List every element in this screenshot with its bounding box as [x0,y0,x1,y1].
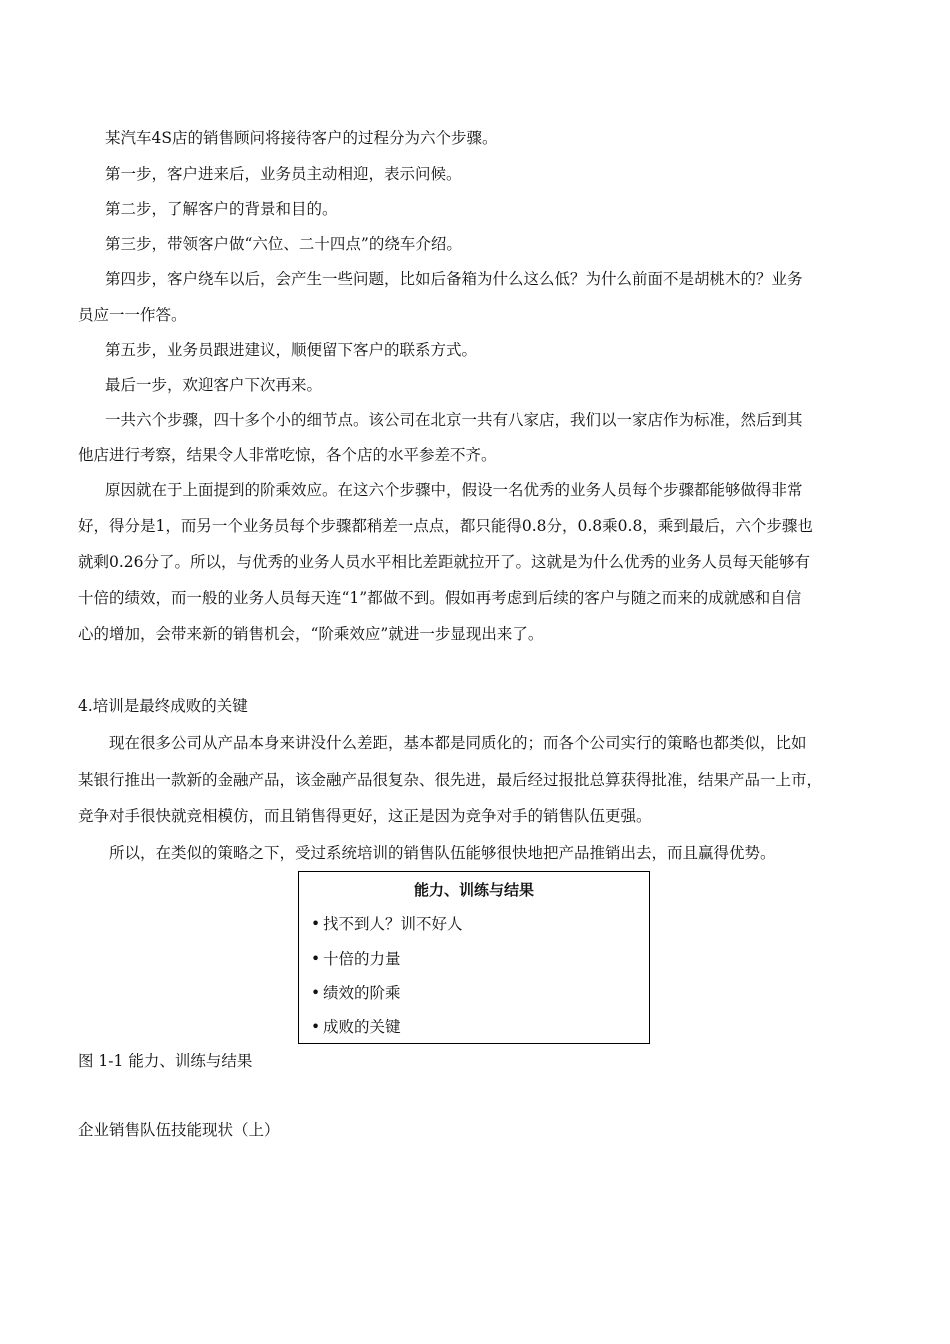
paragraph-step-5: 第五步，业务员跟进建议，顺便留下客户的联系方式。 [105,341,478,359]
paragraph-training-line-3: 竞争对手很快就竞相模仿，而且销售得更好，这正是因为竞争对手的销售队伍更强。 [78,807,652,825]
bullet-icon: • [311,950,321,968]
section-heading: 4.培训是最终成败的关键 [78,697,248,715]
paragraph-factorial-line-1: 原因就在于上面提到的阶乘效应。在这六个步骤中，假设一名优秀的业务人员每个步骤都能够做得非常 [105,481,803,499]
paragraph-factorial-line-5: 心的增加，会带来新的销售机会，“阶乘效应”就进一步显现出来了。 [78,625,544,643]
paragraph-intro: 某汽车4S店的销售顾问将接待客户的过程分为六个步骤。 [105,129,498,147]
next-section-title: 企业销售队伍技能现状（上） [78,1121,280,1139]
figure-list-item: • 绩效的阶乘 [311,984,401,1002]
figure-box [298,871,650,1044]
bullet-icon: • [311,1018,321,1036]
bullet-icon: • [311,984,321,1002]
figure-list-item: • 成败的关键 [311,1018,401,1036]
paragraph-final-step: 最后一步，欢迎客户下次再来。 [105,376,323,394]
figure-title: 能力、训练与结果 [413,881,534,899]
bullet-icon: • [311,915,321,933]
paragraph-step-2: 第二步，了解客户的背景和目的。 [105,200,338,218]
paragraph-step-1: 第一步，客户进来后，业务员主动相迎，表示问候。 [105,165,462,183]
paragraph-training-line-1: 现在很多公司从产品本身来讲没什么差距，基本都是同质化的；而各个公司实行的策略也都类似，比如 [109,734,807,752]
paragraph-factorial-line-4: 十倍的绩效，而一般的业务人员每天连“1”都做不到。假如再考虑到后续的客户与随之而来的成就感和自信 [78,589,802,607]
paragraph-summary-line-2: 他店进行考察，结果令人非常吃惊，各个店的水平参差不齐。 [78,446,497,464]
paragraph-step-3: 第三步，带领客户做“六位、二十四点”的绕车介绍。 [105,235,462,253]
figure-list-item: • 十倍的力量 [311,950,401,968]
paragraph-step-4-line-2: 员应一一作答。 [78,306,187,324]
paragraph-factorial-line-3: 就剩0.26分了。所以，与优秀的业务人员水平相比差距就拉开了。这就是为什么优秀的业务人员每天能够有 [78,553,811,571]
paragraph-factorial-line-2: 好，得分是1，而另一个业务员每个步骤都稍差一点点，都只能得0.8分，0.8乘0.8，乘到最后，六个步骤也 [78,517,813,535]
paragraph-training-line-2: 某银行推出一款新的金融产品，该金融产品很复杂、很先进，最后经过报批总算获得批准，结果产品一上市， [78,771,823,789]
paragraph-summary-line-1: 一共六个步骤，四十多个小的细节点。该公司在北京一共有八家店，我们以一家店作为标准，然后到其 [105,411,803,429]
figure-caption: 图 1-1 能力、训练与结果 [78,1052,253,1070]
paragraph-step-4-line-1: 第四步，客户绕车以后，会产生一些问题，比如后备箱为什么这么低？为什么前面不是胡桃木的？业务 [105,270,803,288]
paragraph-conclusion: 所以，在类似的策略之下，受过系统培训的销售队伍能够很快地把产品推销出去，而且赢得优势。 [109,844,776,862]
figure-list-item: • 找不到人？训不好人 [311,915,463,933]
